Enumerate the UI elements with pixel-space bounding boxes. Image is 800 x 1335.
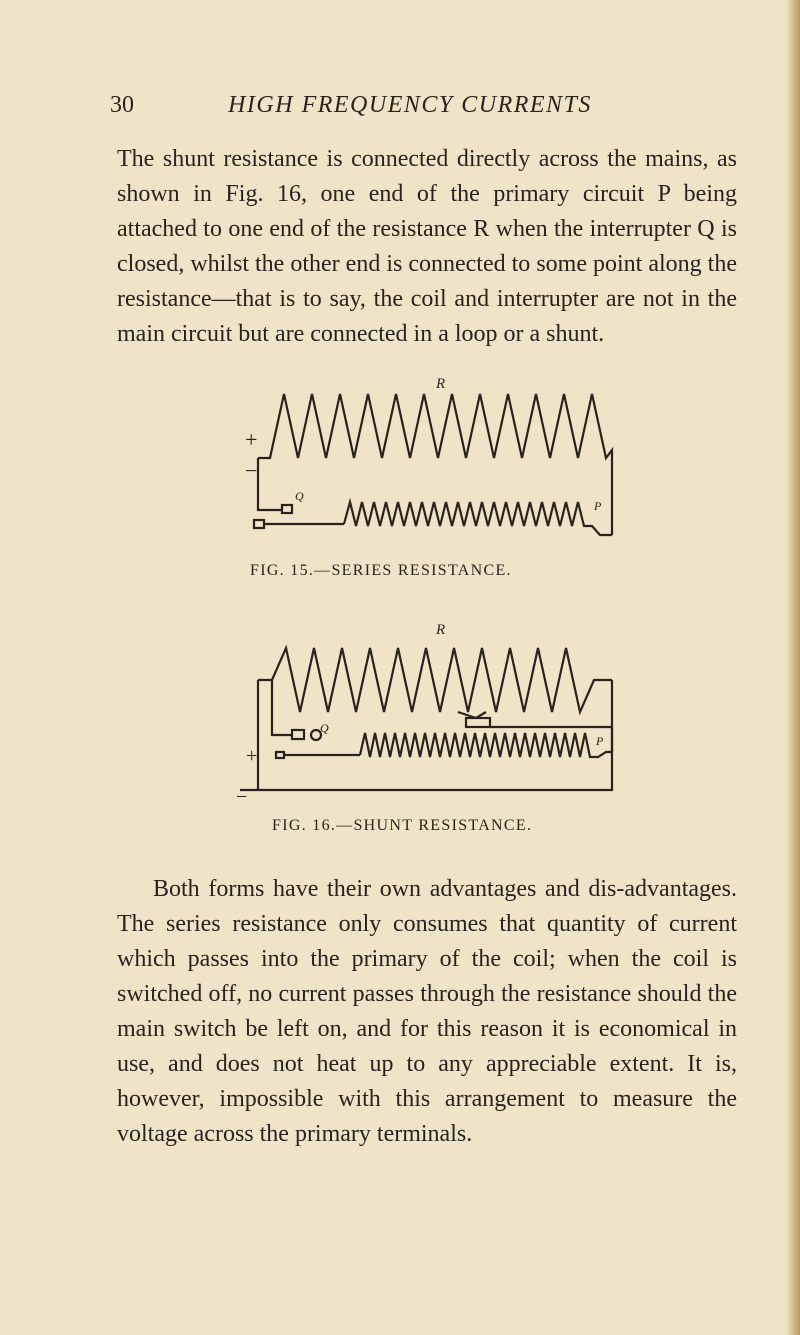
- fig16-inner-left-wire: [272, 680, 292, 735]
- fig16-label-minus: −: [236, 786, 248, 808]
- fig15-label-plus: +: [245, 427, 258, 452]
- fig16-terminal: [276, 752, 284, 758]
- fig16-label-q: Q: [320, 721, 329, 735]
- fig16-label-r: R: [436, 622, 446, 638]
- paragraph-1-text: The shunt resistance is connected directly across the mains, as shown in Fig. 16, one end of the primary circuit P being attached to one end of the resistance R when the interrupter Q is closed, whilst the other end is connected to some point along the resistance—that is to say, the coil and interrupter are not in the main circuit but are connected in a loop or a shunt.: [117, 146, 737, 347]
- page-number: 30: [110, 92, 134, 118]
- fig16-primary-coil-p: [360, 733, 612, 757]
- running-head: [110, 92, 710, 122]
- fig15-interrupter-q: [282, 505, 292, 513]
- fig15-resistance-r-zigzag: [258, 394, 612, 535]
- paragraph-2-text: Both forms have their own advantages and dis-advantages. The series resistance only consumes that quantity of current which passes into the primary of the coil; when the coil is switched off, no current passes through the resistance should the main switch be left on, and for this reason it is economical in use, and does not heat up to any appreciable extent. It is, however, impossible with this arrangement to measure the voltage across the primary terminals.: [117, 876, 737, 1147]
- fig16-tap-to-primary: [490, 727, 612, 752]
- fig16-tap-clamp: [466, 718, 490, 727]
- fig15-primary-coil-p: [344, 502, 612, 535]
- fig16-label-plus: +: [246, 745, 258, 767]
- figure-15-caption: FIG. 15.—SERIES RESISTANCE.: [250, 562, 512, 579]
- fig16-tap-wire: [458, 712, 486, 718]
- fig16-label-p: P: [596, 734, 604, 748]
- fig16-interrupter-contact: [311, 730, 321, 740]
- page-edge-shadow: [786, 0, 800, 1335]
- fig16-resistance-r-zigzag: [258, 648, 612, 712]
- fig15-label-minus: −: [245, 458, 258, 483]
- running-title: HIGH FREQUENCY CURRENTS: [228, 92, 592, 118]
- fig15-label-q: Q: [295, 489, 304, 503]
- fig16-interrupter-q: [292, 730, 304, 739]
- fig16-outer-right-wire: [240, 680, 612, 790]
- figure-16-caption: FIG. 16.—SHUNT RESISTANCE.: [272, 817, 533, 834]
- fig15-terminal: [254, 520, 264, 528]
- fig15-label-p: P: [594, 499, 602, 513]
- fig15-label-r: R: [436, 376, 446, 392]
- paragraph-shunt-description: [117, 142, 737, 352]
- fig15-left-wire: [258, 458, 282, 510]
- paragraph-advantages: [117, 872, 737, 1152]
